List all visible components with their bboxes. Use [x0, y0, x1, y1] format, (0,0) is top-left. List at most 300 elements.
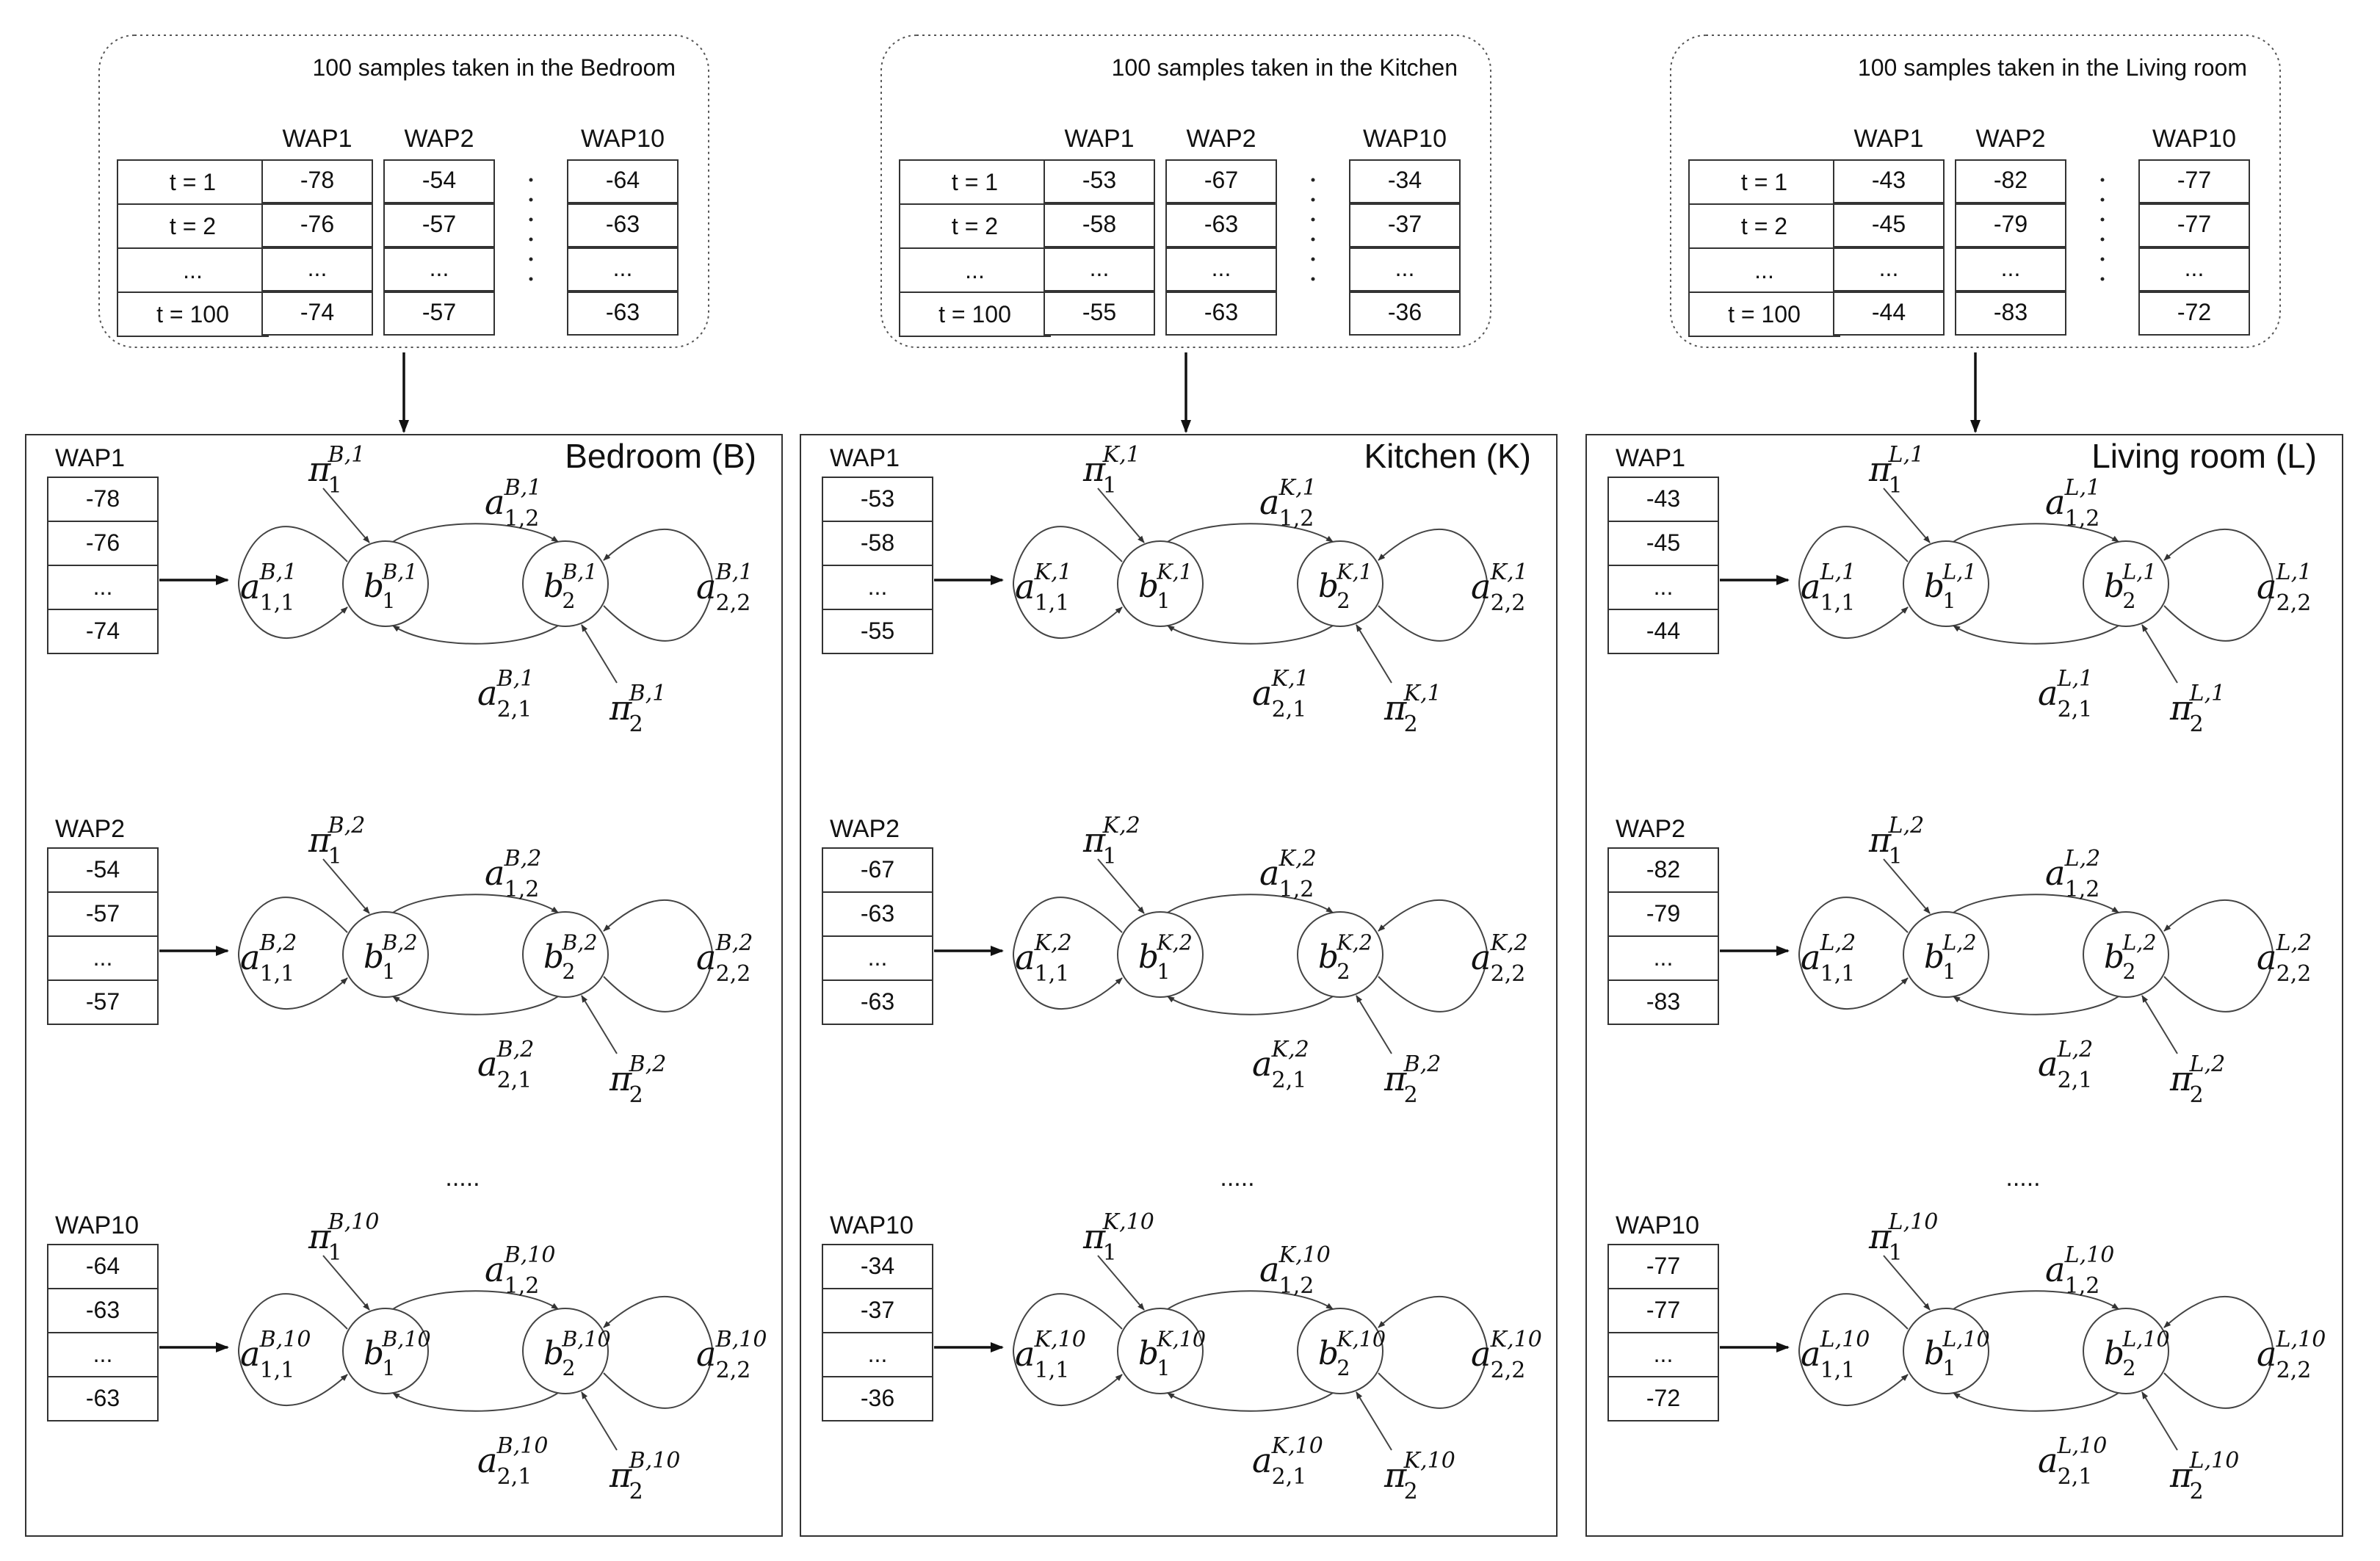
a21-label-subscript: 2,1 [1271, 1464, 1307, 1490]
a21-label-superscript: L,2 [2057, 1037, 2094, 1062]
a12-label [2045, 475, 2100, 532]
value-text: -82 [1993, 167, 2028, 193]
pi1-label-subscript: 1 [328, 473, 342, 499]
a21-label-superscript: B,1 [496, 666, 535, 692]
a21-label-superscript: B,10 [496, 1433, 549, 1459]
a12-label-subscript: 1,2 [2064, 877, 2100, 902]
state-2-label-base: b [1318, 568, 1339, 605]
a22-label [1471, 559, 1528, 616]
value-text: ... [2000, 255, 2021, 281]
a22-label-superscript: K,1 [1490, 559, 1528, 585]
a21-label [477, 666, 534, 722]
value-text: -44 [1871, 299, 1906, 325]
a22-label-superscript: K,10 [1490, 1327, 1542, 1352]
samples-title: 100 samples taken in the Kitchen [1111, 54, 1458, 81]
ellipsis-dot [2101, 238, 2105, 242]
ellipsis-dot [2101, 258, 2105, 261]
pi1-label [1868, 1209, 1938, 1266]
pi2-arrow [2142, 625, 2177, 683]
pi2-arrow [2142, 1392, 2177, 1450]
a22-label-base: a [696, 1334, 717, 1374]
pi1-label-base: π [308, 820, 331, 860]
hmm-wap10 [822, 1209, 1542, 1504]
state-2-label-subscript: 2 [1337, 1356, 1350, 1381]
a22-label-base: a [2257, 1334, 2277, 1374]
hmm-wap1 [48, 442, 753, 737]
pi2-label [1383, 681, 1442, 737]
state-2-label-base: b [1318, 1335, 1339, 1372]
wap-value: -55 [860, 617, 895, 644]
samples-panel-3 [1671, 35, 2280, 432]
a22-label-subscript: 2,2 [715, 961, 751, 987]
a12-label-base: a [1259, 853, 1280, 893]
pi2-label-base: π [1384, 688, 1407, 728]
a12-label [2045, 1242, 2114, 1299]
a21-label-subscript: 2,1 [2057, 1464, 2093, 1490]
pi2-label-base: π [610, 688, 632, 728]
a22-label-base: a [1471, 567, 1491, 606]
pi2-label-base: π [1384, 1059, 1407, 1098]
pi2-label-superscript: B,2 [629, 1051, 667, 1077]
a12-label-base: a [1259, 1250, 1280, 1289]
pi2-label-base: π [610, 1059, 632, 1098]
state-2-label-subscript: 2 [2122, 1356, 2136, 1381]
pi1-label-subscript: 1 [328, 844, 342, 869]
pi2-label-superscript: B,2 [1403, 1051, 1442, 1077]
a22-label-subscript: 2,2 [715, 590, 751, 616]
wap-value: ... [93, 944, 113, 971]
value-text: -74 [300, 299, 335, 325]
value-text: ... [429, 255, 449, 281]
hmm-wap1 [1608, 442, 2312, 737]
wap-value: -74 [85, 617, 120, 644]
a12-label [1259, 475, 1317, 532]
a11-label-subscript: 1,1 [1034, 1358, 1070, 1383]
a22-label-base: a [2257, 567, 2277, 606]
pi2-label-superscript: B,1 [629, 681, 667, 706]
a21-label-superscript: L,1 [2057, 666, 2094, 692]
a12-label [1259, 846, 1317, 902]
a12-label-superscript: K,10 [1278, 1242, 1331, 1268]
state-2-label-base: b [1318, 938, 1339, 976]
ellipsis-dot [1312, 178, 1315, 182]
value-text: -34 [1387, 167, 1422, 193]
hmm-wap2 [1608, 813, 2312, 1108]
pi1-label-base: π [1083, 449, 1106, 489]
wap-value: -43 [1646, 485, 1681, 512]
room-title: Bedroom (B) [565, 437, 756, 475]
wap-label: WAP10 [830, 1212, 914, 1239]
transition-2-1 [1168, 626, 1333, 644]
a22-label [2257, 559, 2312, 616]
pi2-arrow [582, 1392, 617, 1450]
pi2-label [609, 1051, 666, 1108]
a11-label-subscript: 1,1 [259, 590, 295, 616]
hmm-wap2 [48, 813, 753, 1108]
a22-label [696, 930, 753, 987]
pi1-label-subscript: 1 [1888, 1240, 1903, 1266]
a12-label-superscript: B,2 [504, 846, 542, 872]
wap-ellipsis: ..... [1220, 1164, 1255, 1192]
state-2-label-base: b [2104, 1335, 2124, 1372]
pi1-label [1082, 813, 1140, 869]
pi2-label-subscript: 2 [1403, 1082, 1418, 1108]
wap-ellipsis: ..... [2005, 1164, 2041, 1192]
a21-label-subscript: 2,1 [1271, 1068, 1307, 1093]
row-label: t = 2 [1740, 213, 1788, 239]
pi2-label [1383, 1051, 1441, 1108]
state-2-label-superscript: L,10 [2122, 1327, 2170, 1352]
pi1-label-superscript: B,1 [328, 442, 366, 468]
state-1-label-base: b [1138, 938, 1159, 976]
a21-label [2038, 1433, 2107, 1490]
a11-label-subscript: 1,1 [259, 961, 295, 987]
hmm-wap2 [822, 813, 1528, 1108]
row-label: t = 100 [938, 301, 1011, 327]
a11-label-superscript: K,2 [1034, 930, 1072, 956]
row-label: ... [183, 257, 203, 283]
pi2-label [2169, 1448, 2239, 1504]
a21-label [477, 1433, 548, 1490]
a11-label [1015, 559, 1072, 616]
ellipsis-dot [1312, 218, 1315, 222]
a11-label-base: a [240, 567, 261, 606]
a11-label-superscript: K,10 [1034, 1327, 1086, 1352]
a12-label-subscript: 1,2 [504, 877, 540, 902]
a22-label-subscript: 2,2 [2276, 1358, 2312, 1383]
state-1-label-subscript: 1 [1157, 589, 1171, 614]
a21-label-base: a [2038, 673, 2058, 713]
transition-2-1 [1953, 626, 2119, 644]
wap-value: -79 [1646, 900, 1681, 927]
wap-value: -72 [1646, 1385, 1681, 1411]
a11-label [1801, 1327, 1870, 1383]
a22-label-subscript: 2,2 [1490, 590, 1526, 616]
a22-label-base: a [2257, 938, 2277, 977]
wap-value: -83 [1646, 988, 1681, 1015]
pi1-label [1868, 442, 1924, 499]
pi1-label-subscript: 1 [1102, 473, 1117, 499]
pi1-label [308, 442, 365, 499]
a11-label-superscript: B,1 [259, 559, 297, 585]
a11-label-base: a [1801, 938, 1821, 977]
wap-value: -64 [85, 1253, 120, 1279]
value-text: -64 [605, 167, 640, 193]
pi1-label [308, 813, 365, 869]
wap-ellipsis: ..... [445, 1164, 480, 1192]
state-2-label-subscript: 2 [1337, 589, 1350, 614]
a22-label-base: a [1471, 1334, 1491, 1374]
wap-label: WAP1 [830, 444, 900, 472]
a12-label-base: a [2045, 853, 2066, 893]
value-text: -37 [1387, 211, 1422, 237]
a22-label-subscript: 2,2 [1490, 1358, 1526, 1383]
wap-value: ... [867, 573, 888, 600]
wap-label: WAP1 [1616, 444, 1686, 472]
a12-label-subscript: 1,2 [1278, 1273, 1314, 1299]
a21-label-base: a [1252, 1441, 1273, 1480]
wap-value: -36 [860, 1385, 895, 1411]
pi1-label-base: π [308, 449, 331, 489]
state-1-label-superscript: L,10 [1942, 1327, 1990, 1352]
ellipsis-dot [529, 218, 533, 222]
wap-value: -76 [85, 529, 120, 556]
a21-label-base: a [477, 673, 498, 713]
a12-label-subscript: 1,2 [504, 506, 540, 532]
pi1-label-superscript: B,2 [328, 813, 366, 839]
pi1-label [1868, 813, 1924, 869]
a12-label [485, 1242, 555, 1299]
state-2-label-superscript: B,10 [562, 1327, 611, 1352]
a11-label-superscript: L,10 [1820, 1327, 1870, 1352]
wap-label: WAP10 [55, 1212, 140, 1239]
pi2-label-base: π [2170, 1059, 2193, 1098]
wap-value: -63 [85, 1297, 120, 1323]
samples-title: 100 samples taken in the Living room [1857, 54, 2247, 81]
wap-value: -77 [1646, 1297, 1681, 1323]
a12-label-base: a [2045, 1250, 2066, 1289]
a21-label-base: a [2038, 1441, 2058, 1480]
value-text: -63 [605, 211, 640, 237]
state-1-label-base: b [363, 938, 384, 976]
a22-label-subscript: 2,2 [2276, 961, 2312, 987]
state-1-label-superscript: K,10 [1157, 1327, 1206, 1352]
value-text: ... [2184, 255, 2204, 281]
state-2-label-superscript: K,1 [1337, 559, 1372, 584]
state-2-label-subscript: 2 [562, 1356, 576, 1381]
state-1-label-superscript: K,2 [1157, 930, 1193, 955]
pi1-label-subscript: 1 [1888, 844, 1903, 869]
pi1-label-subscript: 1 [1102, 844, 1117, 869]
pi2-label-base: π [610, 1455, 632, 1495]
row-label: t = 2 [951, 213, 999, 239]
a21-label-base: a [477, 1044, 498, 1084]
a12-label-subscript: 1,2 [1278, 877, 1314, 902]
wap-value: -53 [860, 485, 895, 512]
ellipsis-dot [1312, 238, 1315, 242]
a22-label-superscript: L,1 [2276, 559, 2312, 585]
a11-label [240, 559, 297, 616]
pi1-label-superscript: B,10 [328, 1209, 380, 1235]
a12-label-superscript: L,1 [2064, 475, 2101, 501]
state-1-label-superscript: B,1 [382, 559, 418, 584]
value-text: ... [307, 255, 328, 281]
pi1-label-superscript: K,10 [1102, 1209, 1154, 1235]
ellipsis-dot [529, 238, 533, 242]
pi2-label-subscript: 2 [1403, 1479, 1418, 1504]
pi2-arrow [1356, 625, 1392, 683]
ellipsis-dot [1312, 258, 1315, 261]
state-2-label-subscript: 2 [562, 960, 576, 985]
a22-label-superscript: B,2 [715, 930, 753, 956]
a11-label-superscript: B,2 [259, 930, 297, 956]
pi2-label-subscript: 2 [1403, 711, 1418, 737]
pi2-label-subscript: 2 [629, 711, 643, 737]
pi1-label-base: π [1869, 820, 1892, 860]
row-label: t = 100 [1728, 301, 1801, 327]
pi2-label [609, 681, 666, 737]
a21-label-subscript: 2,1 [496, 697, 532, 722]
state-1-label-subscript: 1 [1942, 589, 1956, 614]
state-2-label-superscript: B,2 [562, 930, 598, 955]
a22-label-base: a [696, 567, 717, 606]
wap-value: -44 [1646, 617, 1681, 644]
state-1-label-subscript: 1 [382, 960, 396, 985]
column-header: WAP10 [2152, 125, 2237, 153]
transition-2-1 [1168, 1393, 1333, 1411]
a12-label-superscript: K,1 [1278, 475, 1317, 501]
a22-label-superscript: L,10 [2276, 1327, 2326, 1352]
column-header: WAP10 [580, 125, 665, 153]
a11-label-subscript: 1,1 [1034, 961, 1070, 987]
wap-value: -37 [860, 1297, 895, 1323]
a11-label [240, 930, 297, 987]
a12-label-base: a [1259, 482, 1280, 522]
a12-label-subscript: 1,2 [1278, 506, 1314, 532]
pi1-label-base: π [308, 1217, 331, 1256]
a12-label [485, 846, 541, 902]
value-text: ... [612, 255, 633, 281]
row-label: t = 100 [156, 301, 229, 327]
value-text: -36 [1387, 299, 1422, 325]
ellipsis-dot [529, 198, 533, 202]
value-text: -57 [422, 211, 457, 237]
room-panel-2 [800, 435, 1557, 1536]
wap-value: -57 [85, 900, 120, 927]
wap-value: ... [867, 1341, 888, 1367]
value-text: -45 [1871, 211, 1906, 237]
state-2-label-base: b [543, 938, 564, 976]
value-text: -58 [1082, 211, 1117, 237]
pi1-label [1082, 442, 1140, 499]
ellipsis-dot [2101, 218, 2105, 222]
a21-label-base: a [1252, 1044, 1273, 1084]
state-2-label-base: b [543, 568, 564, 605]
wap-value: -63 [85, 1385, 120, 1411]
a12-label-base: a [485, 1250, 505, 1289]
pi2-arrow [2142, 996, 2177, 1054]
value-text: ... [1395, 255, 1415, 281]
room-panel-1 [26, 435, 782, 1536]
wap-label: WAP2 [55, 815, 126, 843]
samples-title: 100 samples taken in the Bedroom [312, 54, 676, 81]
a12-label [2045, 846, 2100, 902]
pi2-label-superscript: L,2 [2189, 1051, 2226, 1077]
value-text: -63 [1204, 299, 1239, 325]
a21-label-subscript: 2,1 [1271, 697, 1307, 722]
a21-label [2038, 666, 2093, 722]
a22-label [696, 559, 753, 616]
pi2-label-superscript: B,10 [629, 1448, 681, 1474]
a11-label-superscript: B,10 [259, 1327, 311, 1352]
state-1-label-base: b [1924, 938, 1945, 976]
state-2-label-subscript: 2 [2122, 960, 2136, 985]
a22-label-base: a [1471, 938, 1491, 977]
value-text: -63 [1204, 211, 1239, 237]
state-2-label-base: b [543, 1335, 564, 1372]
hmm-wap10 [1608, 1209, 2326, 1504]
transition-2-1 [1168, 996, 1333, 1015]
a11-label-base: a [1801, 567, 1821, 606]
value-text: -79 [1993, 211, 2028, 237]
column-header: WAP1 [282, 125, 352, 153]
pi1-label-subscript: 1 [1102, 1240, 1117, 1266]
row-label: t = 1 [951, 169, 999, 195]
state-1-label-subscript: 1 [382, 1356, 396, 1381]
pi2-label-subscript: 2 [629, 1479, 643, 1504]
wap-value: -58 [860, 529, 895, 556]
value-text: ... [1211, 255, 1231, 281]
wap-label: WAP2 [1616, 815, 1686, 843]
a11-label-base: a [1801, 1334, 1821, 1374]
ellipsis-dot [1312, 198, 1315, 202]
a12-label-base: a [2045, 482, 2066, 522]
a21-label-superscript: K,2 [1271, 1037, 1309, 1062]
wap-value: ... [93, 573, 113, 600]
a12-label-superscript: B,1 [504, 475, 542, 501]
state-2-label-superscript: L,1 [2122, 559, 2157, 584]
pi1-label-base: π [1869, 449, 1892, 489]
ellipsis-dot [529, 278, 533, 281]
a11-label-base: a [240, 938, 261, 977]
row-label: ... [1754, 257, 1774, 283]
a21-label [2038, 1037, 2093, 1093]
wap-value: ... [93, 1341, 113, 1367]
a11-label-subscript: 1,1 [1820, 1358, 1856, 1383]
a21-label [1252, 1037, 1309, 1093]
state-1-label-superscript: B,10 [382, 1327, 431, 1352]
pi2-label-superscript: K,1 [1403, 681, 1442, 706]
wap-value: ... [1653, 573, 1674, 600]
column-header: WAP10 [1362, 125, 1447, 153]
pi1-label-superscript: L,2 [1888, 813, 1925, 839]
value-text: -72 [2177, 299, 2212, 325]
state-1-label-subscript: 1 [1942, 960, 1956, 985]
hmm-wap1 [822, 442, 1528, 737]
pi2-label [1383, 1448, 1455, 1504]
a12-label-superscript: L,10 [2064, 1242, 2115, 1268]
a12-label [485, 475, 541, 532]
state-1-label-superscript: L,2 [1942, 930, 1977, 955]
value-text: -55 [1082, 299, 1117, 325]
pi2-label-subscript: 2 [629, 1082, 643, 1108]
column-header: WAP1 [1853, 125, 1924, 153]
transition-2-1 [1953, 1393, 2119, 1411]
state-2-label-superscript: K,10 [1337, 1327, 1386, 1352]
column-header: WAP1 [1064, 125, 1135, 153]
pi1-label [1082, 1209, 1154, 1266]
hmm-wap10 [48, 1209, 767, 1504]
state-2-label-base: b [2104, 568, 2124, 605]
state-1-label-superscript: L,1 [1942, 559, 1977, 584]
state-1-label-base: b [1138, 1335, 1159, 1372]
value-text: -57 [422, 299, 457, 325]
a12-label-superscript: B,10 [504, 1242, 556, 1268]
a22-label-superscript: L,2 [2276, 930, 2312, 956]
samples-panel-2 [881, 35, 1491, 432]
wap-label: WAP10 [1616, 1212, 1700, 1239]
row-label: ... [965, 257, 985, 283]
state-2-label-superscript: L,2 [2122, 930, 2157, 955]
state-1-label-subscript: 1 [1157, 960, 1171, 985]
value-text: -63 [605, 299, 640, 325]
pi2-label [609, 1448, 680, 1504]
wap-value: -77 [1646, 1253, 1681, 1279]
state-2-label-superscript: K,2 [1337, 930, 1372, 955]
state-1-label-base: b [363, 1335, 384, 1372]
a11-label-base: a [1015, 938, 1035, 977]
a22-label-superscript: B,10 [715, 1327, 767, 1352]
